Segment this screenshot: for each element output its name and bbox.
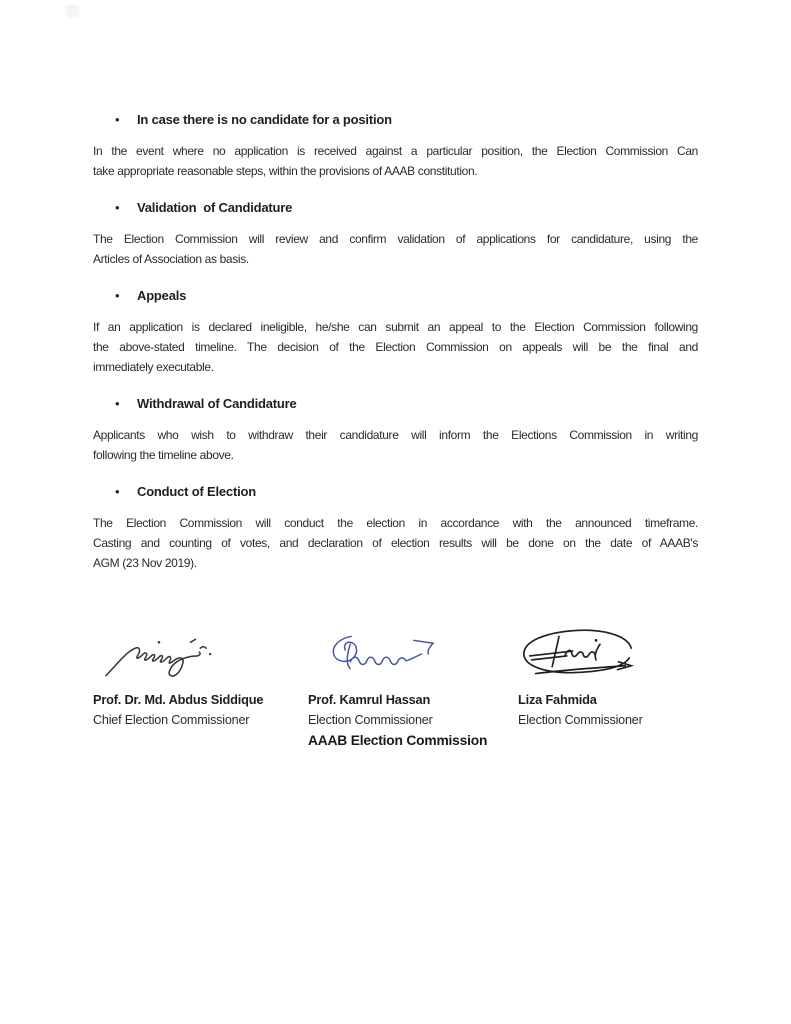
bullet-heading-label: Validation of Candidature <box>137 200 293 215</box>
signatory-title: Chief Election Commissioner <box>93 713 250 727</box>
bullet-heading-validation <box>93 198 698 218</box>
paragraph-line: Applicants who wish to withdraw their candidature will inform the Elections Commission in writing <box>93 428 698 442</box>
paragraph-conduct <box>93 513 698 573</box>
bullet-heading-conduct <box>93 482 698 502</box>
paragraph-line: immediately executable. <box>93 360 214 374</box>
paragraph-line: the above-stated timeline. The decision of the Election Commission on appeals will be the final and <box>93 340 698 354</box>
bullet-icon: • <box>115 112 120 127</box>
signature-image-kamrul-hassan <box>308 618 518 684</box>
bullet-icon: • <box>115 200 120 215</box>
bullet-heading-label: Withdrawal of Candidature <box>137 396 297 411</box>
bullet-icon: • <box>115 288 120 303</box>
signatory-name: Liza Fahmida <box>518 692 597 707</box>
bullet-heading-label: Appeals <box>137 288 187 303</box>
signature-image-liza-fahmida <box>518 618 698 684</box>
paragraph-line: Articles of Association as basis. <box>93 252 249 266</box>
paragraph-line: take appropriate reasonable steps, within the provisions of AAAB constitution. <box>93 164 478 178</box>
handwritten-signature-blue-scribble-icon <box>318 630 440 678</box>
handwritten-signature-black-circled-icon <box>518 626 640 684</box>
bullet-heading-withdrawal <box>93 394 698 414</box>
bullet-heading-label: In case there is no candidate for a position <box>137 112 392 127</box>
paragraph-line: AGM (23 Nov 2019). <box>93 556 197 570</box>
bullet-heading-appeals <box>93 286 698 306</box>
scan-artifact-smudge <box>66 5 79 18</box>
organization-label: AAAB Election Commission <box>308 733 488 748</box>
paragraph-line: In the event where no application is received against a particular position, the Election Commission Can <box>93 144 698 158</box>
bullet-heading-label: Conduct of Election <box>137 484 256 499</box>
paragraph-withdrawal <box>93 425 698 465</box>
bullet-icon: • <box>115 396 120 411</box>
signatory-column-commissioner-1 <box>308 618 518 751</box>
signatory-title: Election Commissioner <box>308 713 433 727</box>
handwritten-signature-black-cursive-icon <box>100 632 218 684</box>
signatory-name: Prof. Kamrul Hassan <box>308 692 431 707</box>
paragraph-validation <box>93 229 698 269</box>
paragraph-line: The Election Commission will conduct the election in accordance with the announced timeframe. <box>93 516 698 530</box>
signatory-column-commissioner-2 <box>518 618 698 751</box>
paragraph-no-candidate <box>93 141 698 181</box>
signature-block <box>93 618 698 751</box>
paragraph-line: The Election Commission will review and confirm validation of applications for candidature, using the <box>93 232 698 246</box>
signatory-title: Election Commissioner <box>518 713 643 727</box>
paragraph-appeals <box>93 317 698 377</box>
paragraph-line: Casting and counting of votes, and declaration of election results will be done on the date of AAAB's <box>93 536 698 550</box>
bullet-heading-no-candidate <box>93 110 698 130</box>
paragraph-line: following the timeline above. <box>93 448 234 462</box>
bullet-icon: • <box>115 484 120 499</box>
document-body <box>93 0 698 751</box>
signatory-column-chief <box>93 618 308 751</box>
paragraph-line: If an application is declared ineligible, he/she can submit an appeal to the Election Commission following <box>93 320 698 334</box>
signatory-name: Prof. Dr. Md. Abdus Siddique <box>93 692 264 707</box>
signature-image-abdus-siddique <box>93 618 308 684</box>
